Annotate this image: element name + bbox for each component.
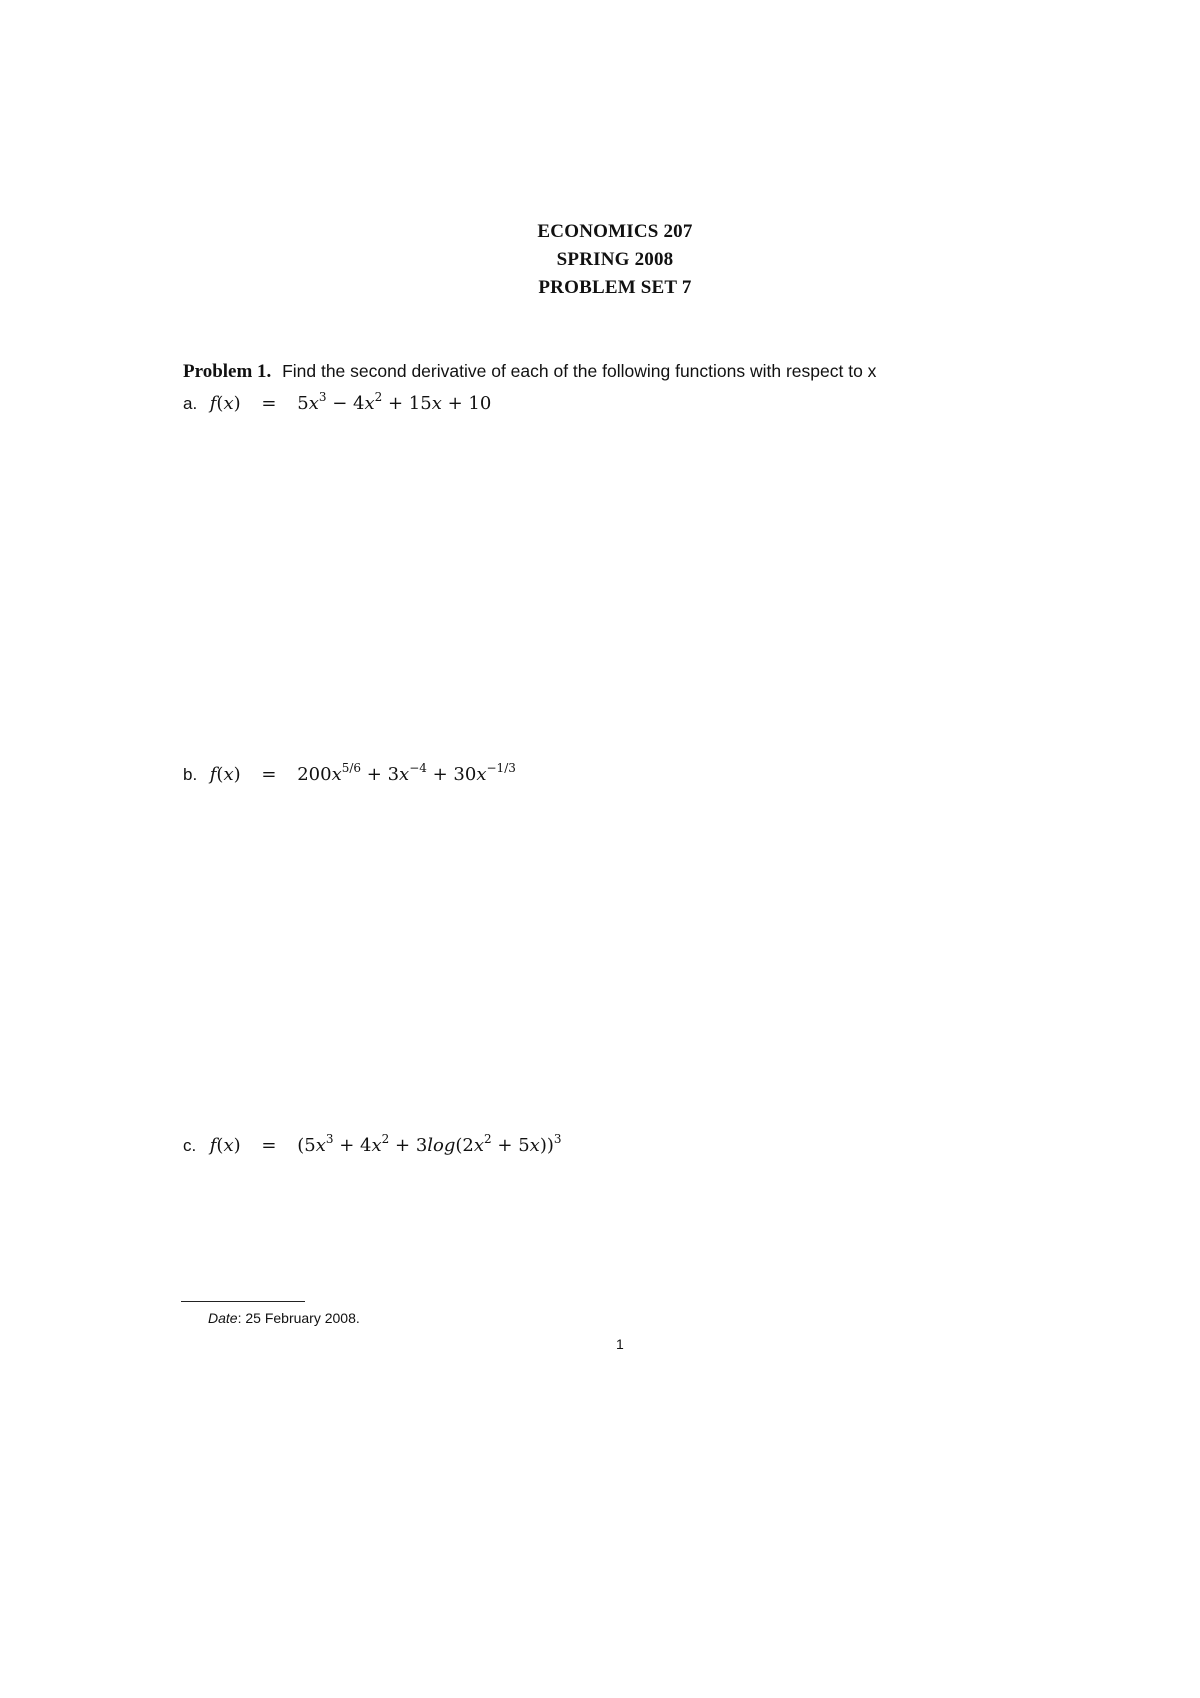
part-a-equals: = xyxy=(261,393,277,414)
part-a-rhs: $5x^3 - 4x^2 + 15x + 10$ xyxy=(297,390,492,414)
part-c-rhs: $(5x^3 + 4x^2 + 3\log(2x^2 + 5x))^3$ xyxy=(297,1132,562,1156)
part-c-lhs: f(x) xyxy=(209,1135,241,1156)
title-block xyxy=(0,218,1200,302)
part-a-letter: a. xyxy=(183,394,198,413)
part-a-equation xyxy=(183,390,492,415)
part-c-letter: c. xyxy=(183,1136,197,1155)
part-b-lhs: f(x) xyxy=(209,764,241,785)
part-b-rhs: $200x^{5/6} + 3x^{-4} + 30x^{-1/3}$ xyxy=(297,761,516,785)
footnote-text: : 25 February 2008. xyxy=(237,1310,360,1326)
part-a-lhs: f(x) xyxy=(209,393,241,414)
part-b-equation xyxy=(183,761,516,786)
part-c-equation xyxy=(183,1132,562,1157)
problem-set-title: PROBLEM SET 7 xyxy=(538,277,692,298)
part-b-equals: = xyxy=(261,764,277,785)
part-b-letter: b. xyxy=(183,765,198,784)
footnote-date xyxy=(208,1310,360,1326)
part-c-equals: = xyxy=(261,1135,277,1156)
footnote-rule xyxy=(181,1301,305,1302)
footnote-label: Date xyxy=(208,1310,238,1326)
problem-1-heading xyxy=(183,361,876,383)
page-number: 1 xyxy=(616,1336,624,1352)
course-title: ECONOMICS 207 xyxy=(537,221,693,242)
problem-1-label: Problem 1. xyxy=(183,361,272,382)
problem-1-instruction: Find the second derivative of each of the following functions with respect to x xyxy=(282,361,877,381)
term-title: SPRING 2008 xyxy=(556,249,674,270)
